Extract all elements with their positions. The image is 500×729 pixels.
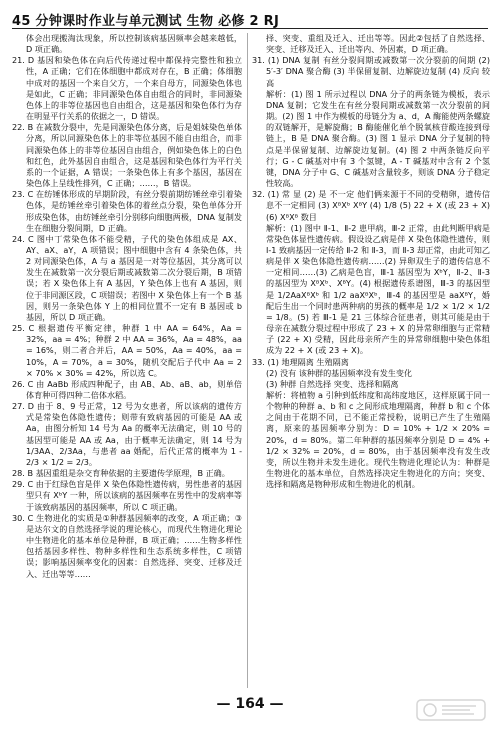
answer-29: 29. C 由于红绿色盲是伴 X 染色体隐性遗传病，男性患者的基因型只有 XᵇY 一种，所以该病的基因频率在男性中的发病率等于该致病基因的基因频率，所以 C 项正确。 bbox=[12, 479, 242, 512]
right-column bbox=[252, 33, 490, 490]
answer-26: 26. C 由 AaBb 形成四种配子，由 AB、Ab、aB、ab，则单倍体育种可得四种二倍体水稻。 bbox=[12, 378, 242, 400]
answer-23: 23. C 在纺锤体形成的早期阶段，有丝分裂前期纺锤丝牵引着染色体，是纺锤丝牵引着染色体的着丝点分裂，染色单体分开形成染色体，由纺锤丝牵引分别移向细胞两极，DNA 复制发生在细胞分裂间期，D 正确。 bbox=[12, 189, 242, 233]
answer-32: 32. (1) 常 显 (2) 是 不一定 他们俩来源于不同的受精卵，遗传信息不一定相同 (3) XᴮXᵇ XᴮY (4) 1/8 (5) 22 + X (或 23 + X) (6) XᴮXᴮ 数目 bbox=[252, 189, 490, 222]
answer-paragraph: 择、突变、重组及迁入、迁出等等。因此②包括了自然选择、突变、迁移及迁入、迁出等内、外因素，D 项正确。 bbox=[266, 33, 490, 55]
answer-33-2: (2) 没有 该种群的基因频率没有发生变化 bbox=[266, 367, 413, 378]
answer-31: 31. (1) DNA 复制 有丝分裂间期或减数第一次分裂前的间期 (2) 5′-3′ DNA 聚合酶 (3) 半保留复制、边解旋边复制 (4) 反向 较高 bbox=[252, 55, 490, 88]
answer-27: 27. D 由于 8、9 号正常，12 号为女患者，所以该病的遗传方式是常染色体隐性遗传；则带有致病基因的可能是 AA 或 Aa，由图分析知 14 号为 Aa 的概率无法确定，则 10 号的基因型可能是 AA 或 Aa，由于概率无法确定，则 14 号为 1/3AA、2/3Aa，与患者 aa 婚配，后代正常的概率为 1 - 2/3 × 1/2 = 2/3。 bbox=[12, 401, 242, 467]
answer-21: 21. D 基因和染色体在向后代传递过程中都保持完整性和独立性，A 正确；它们在体细胞中都成对存在，B 正确；体细胞中成对的基因一个来自父方，一个来自母方，同源染色体也是如此，C 正确；非同源染色体自由组合的同时，非同源染色体上的非等位基因也自由组合，这是基因和染色体行为存在明显平行关系的依据之一，D 错误。 bbox=[12, 55, 242, 122]
explanation-33: 解析：将植物 a 引种到低纬度和高纬度地区，这样原属于同一个物种的种群 a、b 和 c 之间形成地理隔离，种群 b 和 c 个体之间由于花期不同，已不能正常授粉，说明已产生了生殖隔离，原来的基因频率分别为：D = 10% + 1/2 × 20% = 20%，d = 80%。第二年种群的基因频率分别是 D = 4% + 1/2 × 32% = 20%，d = 80%，由于基因频率没有发生改变，所以生物并未发生进化。现代生物进化理论认为：种群是生物进化的基本单位，自然选择决定生物进化的方向；突变、选择和隔离是物种形成和生物进化的机制。 bbox=[266, 390, 490, 490]
watermark-logo bbox=[416, 697, 486, 723]
answer-30: 30. C 生物进化的实质是①种群基因频率的改变，A 项正确；③是达尔文的自然选择学说的理论核心，而现代生物进化理论中生物进化的基本单位是种群，B 项正确；……生物多样性包括基因多样性、物种多样性和生态系统多样性，C 项错误；影响基因频率变化的因素：自然选择、突变、迁移及迁入、迁出等等…… bbox=[12, 512, 242, 579]
answer-28: 28. B 基因重组是杂交育种依据的主要遗传学原理，B 正确。 bbox=[12, 468, 230, 479]
answer-25: 25. C 根据遗传平衡定律，种群 1 中 AA = 64%，Aa = 32%，aa = 4%；种群 2 中 AA = 36%，Aa = 48%，aa = 16%，则二者合并后，AA = 50%，Aa = 40%，aa = 10%，A = 70%，a = 30%，随机交配后子代中 Aa = 2 × 70% × 30% = 42%，所以选 C。 bbox=[12, 323, 242, 378]
header-title: 45 分钟课时作业与单元测试 生物 必修 2 RJ bbox=[12, 14, 280, 29]
header-rule bbox=[12, 28, 488, 29]
page-header bbox=[12, 6, 488, 28]
answer-24: 24. C 图中丁常染色体不能受精，子代的染色体组成是 AX、AY、aX、aY，A 项错误；图中细胞中含有 4 条染色体，共 2 对同源染色体，A 与 a 基因是一对等位基因，其分离可以发生在减数第一次分裂后期或减数第二次分裂后期，B 项错误；若 X 染色体上有 A 基因，Y 染色体上也有 A 基因，则位于非同源区段，C 项错误；若图中 X 染色体上有一个 B 基因，则另一条染色体 Y 上的相同位置不一定有 B 基因或 b 基因，所以 D 项正确。 bbox=[12, 233, 242, 322]
answer-33-3: (3) 种群 自然选择 突变、选择和隔离 bbox=[266, 378, 399, 389]
page-number: — 164 — bbox=[216, 696, 284, 712]
left-column bbox=[12, 33, 242, 580]
answer-22: 22. B 在减数分裂中，先是同源染色体分离，后是姐妹染色单体分离，所以同源染色体上的非等位基因不能自由组合，而非同源染色体上的非等位基因自由组合，例如染色体上的白色和红色，此外基因自由组合，这是基因和染色体行为平行关系的一个证据，A 错误；一条染色体上有多个基因，基因在染色体上呈线性排列，C 正确；……，B 错误。 bbox=[12, 122, 242, 189]
column-divider bbox=[247, 33, 248, 688]
answer-33-1: 33. (1) 地理隔离 生殖隔离 bbox=[252, 356, 349, 367]
explanation-31: 解析：(1) 图 1 所示过程以 DNA 分子的两条链为模板，表示 DNA 复制；它发生在有丝分裂间期或减数第一次分裂前的间期。(2) 图 1 中作为模板的母链分为 a、d，A 酶能使两条螺旋的双链解开，是解旋酶；B 酶能催化单个脱氧核苷酸连接到母链上，B 是 DNA 聚合酶。(3) 图 1 显示 DNA 分子复制的特点是半保留复制、边解旋边复制。(4) 图 2 中两条链反向平行；G - C 碱基对中有 3 个氢键，A - T 碱基对中含有 2 个氢键，DNA 分子中 G、C 碱基对含量较多，则该 DNA 分子稳定性较高。 bbox=[266, 88, 490, 189]
answer-paragraph: 体会出现搬淘汰现象，所以控制该病基因频率会越来越低，D 项正确。 bbox=[26, 33, 242, 55]
explanation-32: 解析：(1) 图中 Ⅱ-1、Ⅱ-2 患甲病，Ⅲ-2 正常，由此判断甲病是常染色体显性遗传病。假设设乙病是伴 X 染色体隐性遗传，则 Ⅰ-1 致病基因一定传给 Ⅱ-2 和 Ⅱ-3，而 Ⅱ-3 却正常，由此可知乙病是伴 X 染色体隐性遗传病……(2) 异卵双生子的遗传信息不一定相同……(3) 乙病是色盲，Ⅲ-1 基因型为 XᵇY，Ⅱ-2、Ⅱ-3 的基因型为 XᴮXᵇ、XᴮY。(4) 根据遗传系谱图，Ⅲ-3 的基因型是 1/2AaXᴮXᵇ 和 1/2 aaXᴮXᵇ，Ⅲ-4 的基因型是 aaXᴮY，婚配后生出一个同时患两种病的男孩的概率是 1/2 × 1/2 × 1/2 = 1/8。(5) 若 Ⅲ-1 是 21 三体综合征患者，则其可能是由于母亲在减数分裂过程中形成了 23 + X 的异常卵细胞与正常精子 (22 + X) 受精，因此母亲所产生的异常卵细胞中染色体组成为 22 + X (或 23 + X)。 bbox=[266, 222, 490, 356]
